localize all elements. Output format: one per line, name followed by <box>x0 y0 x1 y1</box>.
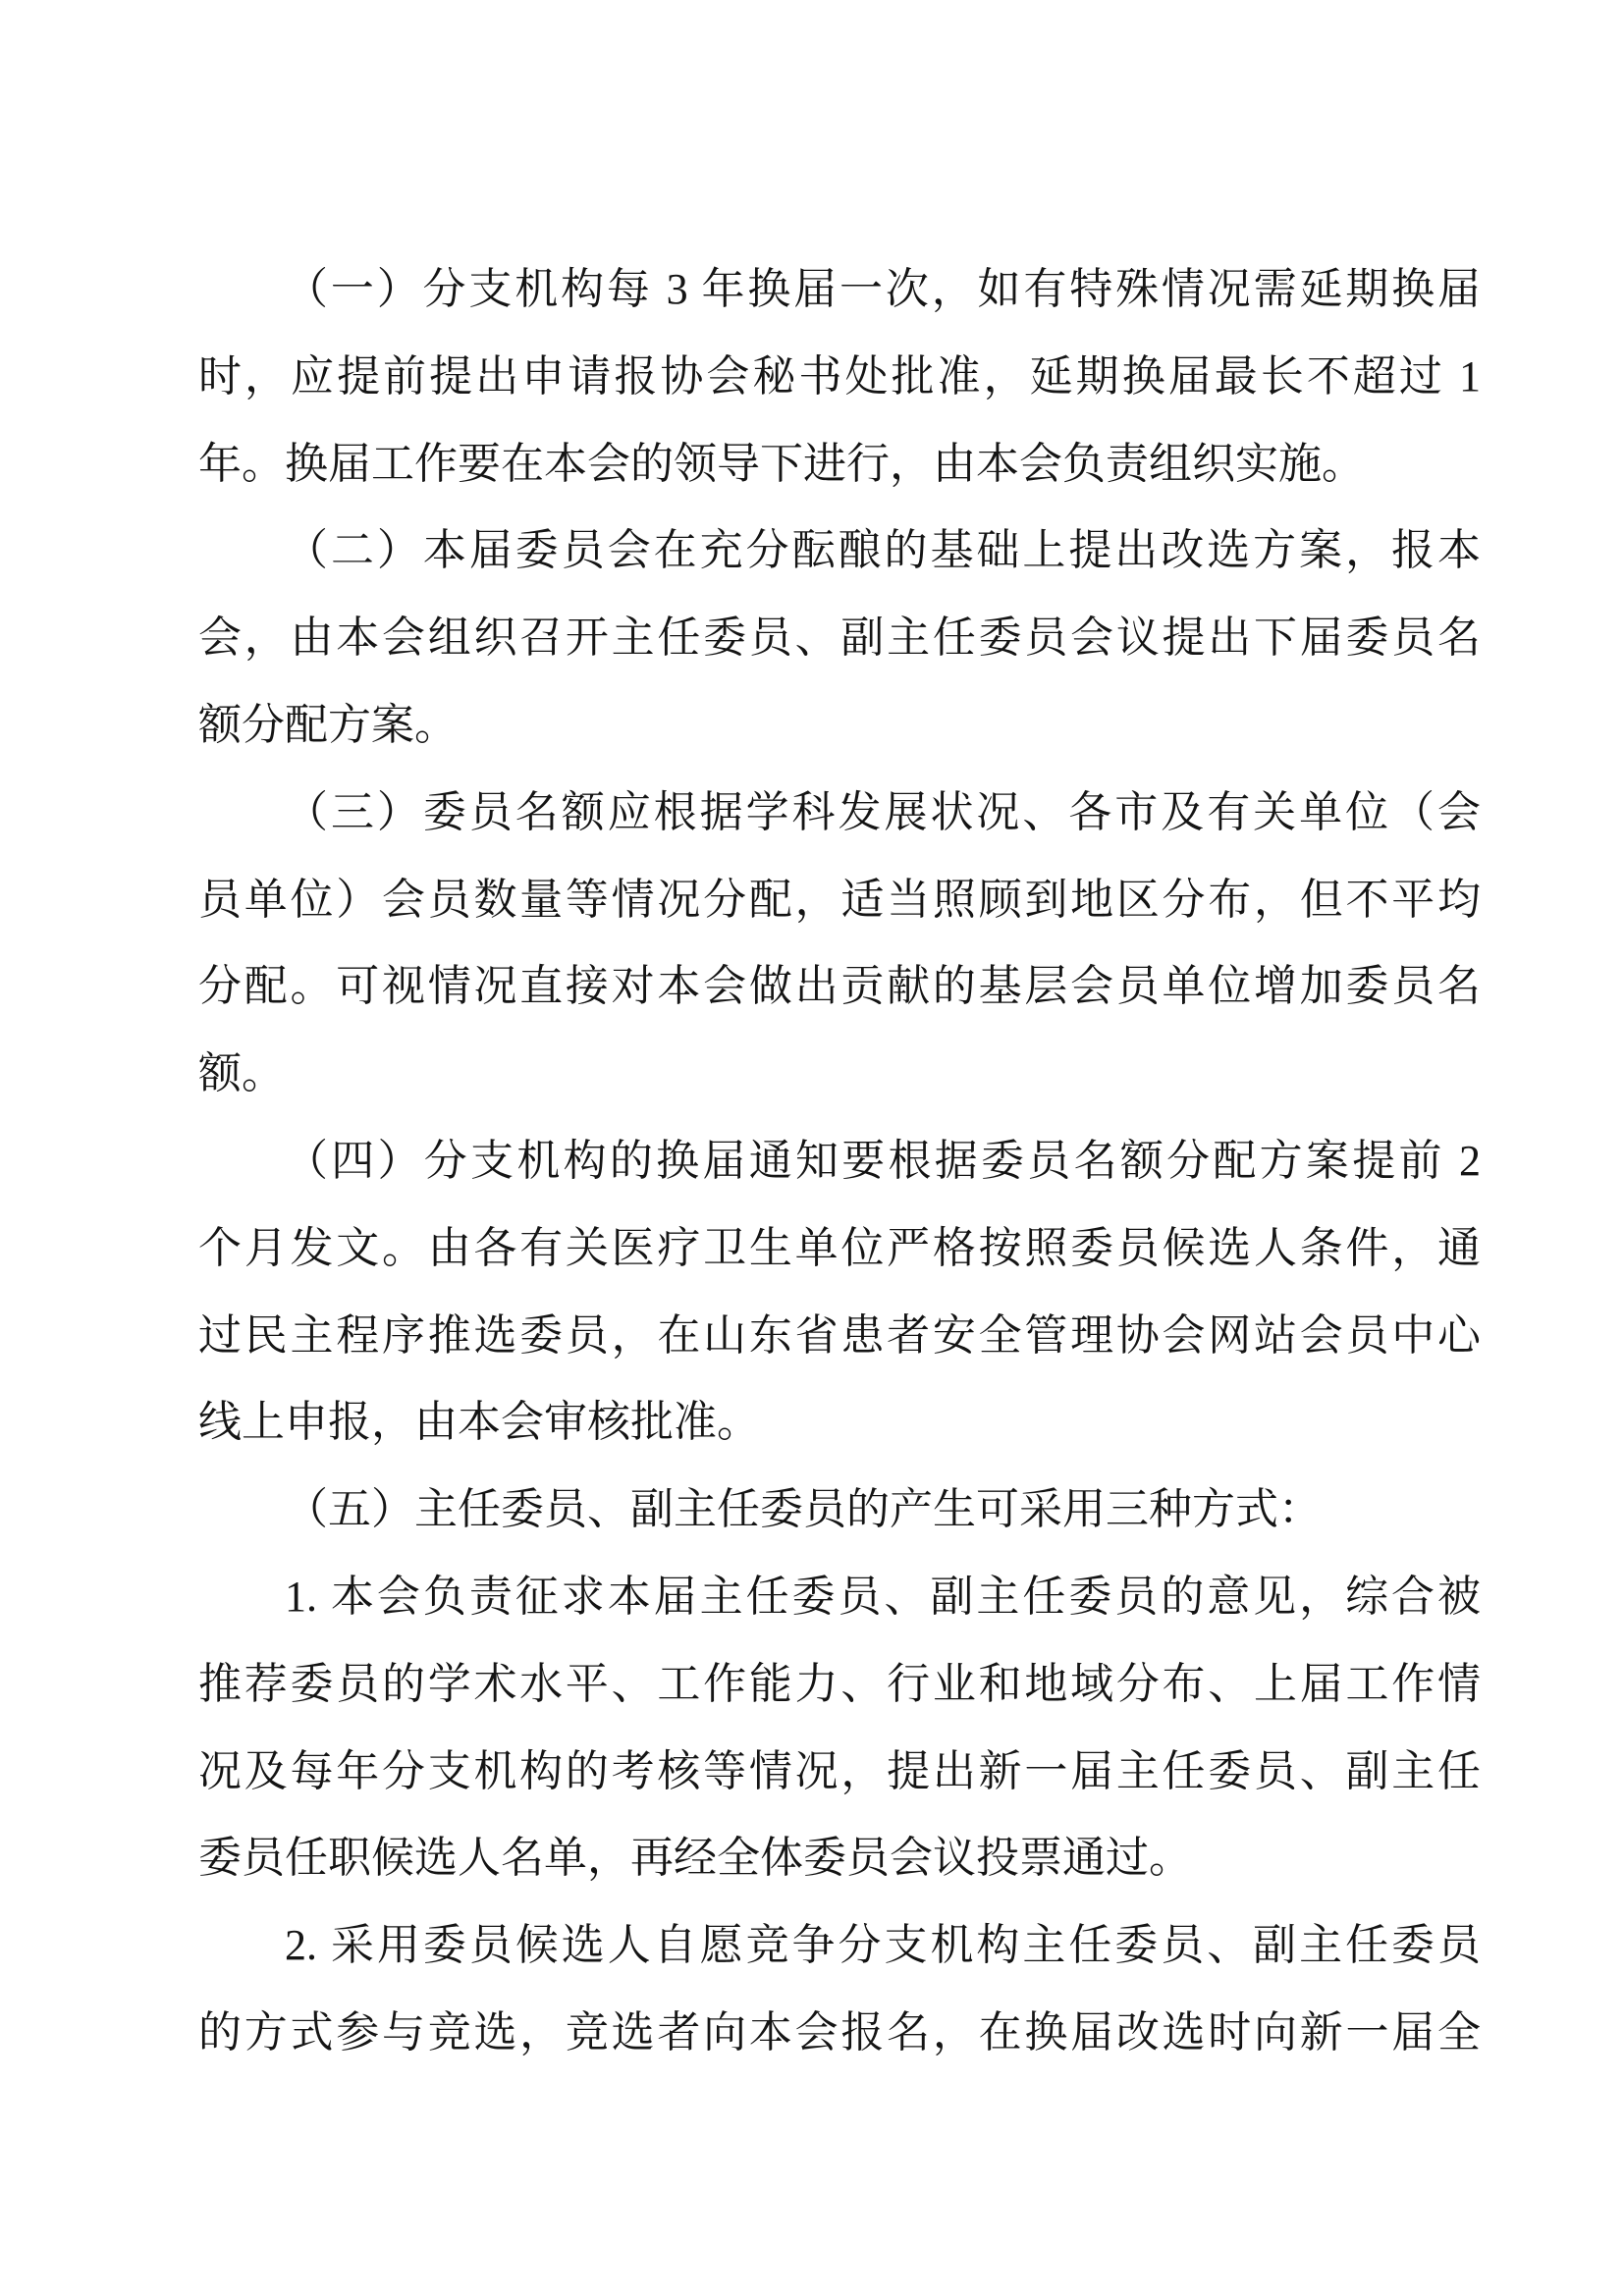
text-line: 委员任职候选人名单，再经全体委员会议投票通过。 <box>198 1834 1192 1883</box>
text-line: 1. 本会负责征求本届主任委员、副主任委员的意见，综合被 <box>285 1572 1481 1621</box>
text-line: （五）主任委员、副主任委员的产生可采用三种方式： <box>285 1485 1322 1534</box>
text-line: （二）本届委员会在充分酝酿的基础上提出改选方案，报本 <box>285 526 1481 575</box>
paragraph-item-2 <box>198 507 1481 769</box>
text-line: （一）分支机构每 3 年换届一次，如有特殊情况需延期换届 <box>285 265 1481 313</box>
text-line: 2. 采用委员候选人自愿竞争分支机构主任委员、副主任委员 <box>285 1921 1481 1970</box>
text-line: 额分配方案。 <box>198 700 458 749</box>
text-line: 额。 <box>198 1049 285 1098</box>
text-line: 个月发文。由各有关医疗卫生单位严格按照委员候选人条件，通 <box>198 1223 1481 1272</box>
text-line: 过民主程序推选委员，在山东省患者安全管理协会网站会员中心 <box>198 1310 1481 1360</box>
paragraph-numbered-2 <box>198 1902 1481 2077</box>
text-line: 年。换届工作要在本会的领导下进行，由本会负责组织实施。 <box>198 439 1365 488</box>
text-line: 的方式参与竞选，竞选者向本会报名，在换届改选时向新一届全 <box>198 2007 1481 2056</box>
text-line: （三）委员名额应根据学科发展状况、各市及有关单位（会 <box>285 787 1481 836</box>
text-line: 会，由本会组织召开主任委员、副主任委员会议提出下届委员名 <box>198 614 1481 663</box>
text-line: 员单位）会员数量等情况分配，适当照顾到地区分布，但不平均 <box>198 875 1481 924</box>
text-line: 况及每年分支机构的考核等情况，提出新一届主任委员、副主任 <box>198 1746 1481 1795</box>
paragraph-item-5 <box>198 1467 1481 1554</box>
paragraph-item-4 <box>198 1118 1481 1467</box>
document-text-block <box>198 246 1481 2077</box>
paragraph-item-1 <box>198 246 1481 507</box>
text-line: 线上申报，由本会审核批准。 <box>198 1398 760 1447</box>
text-line: （四）分支机构的换届通知要根据委员名额分配方案提前 2 <box>285 1136 1481 1185</box>
text-line: 分配。可视情况直接对本会做出贡献的基层会员单位增加委员名 <box>198 962 1481 1011</box>
paragraph-numbered-1 <box>198 1554 1481 1902</box>
text-line: 时，应提前提出申请报协会秘书处批准，延期换届最长不超过 1 <box>198 351 1481 400</box>
text-line: 推荐委员的学术水平、工作能力、行业和地域分布、上届工作情 <box>198 1659 1481 1708</box>
paragraph-item-3 <box>198 770 1481 1118</box>
